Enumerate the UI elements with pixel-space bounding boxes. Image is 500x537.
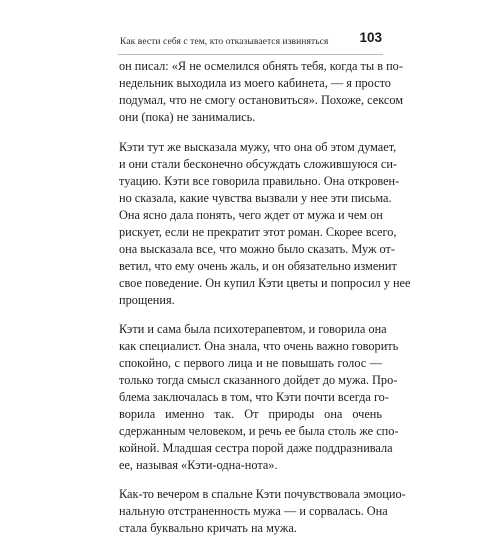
text-line: и они стали бесконечно обсуждать сложившуюся си-: [119, 157, 397, 171]
paragraph-3: [119, 321, 399, 474]
text-line: но сказала, какие чувства вызвали у нее эти письма.: [119, 191, 392, 205]
text-line: блема заключалась в том, что Кэти почти всегда го-: [119, 390, 389, 404]
text-line: как специалист. Она знала, что очень важно говорить: [119, 339, 399, 353]
text-line: прощения.: [119, 293, 175, 307]
body-text: [119, 58, 411, 537]
text-line: стала буквально кричать на мужа.: [119, 521, 297, 535]
text-line: подумал, что не смогу остановиться». Похоже, сексом: [119, 93, 404, 107]
header-divider: [118, 54, 383, 55]
text-line: только тогда смысл сказанного дойдет до мужа. Про-: [119, 373, 398, 387]
text-line: недельник выходила из моего кабинета, — я просто: [119, 76, 391, 90]
text-line: койной. Младшая сестра порой даже поддразнивала: [119, 441, 393, 455]
page-number: 103: [359, 30, 382, 45]
text-line: Кэти и сама была психотерапевтом, и говорила она: [119, 322, 387, 336]
text-line: спокойно, с первого лица и не повышать голос —: [119, 356, 382, 370]
text-line: ее, называя «Кэти-одна-нота».: [119, 458, 278, 472]
text-line: Она ясно дала понять, чего ждет от мужа и чем он: [119, 208, 383, 222]
text-line: Как-то вечером в спальне Кэти почувствовала эмоцио-: [119, 487, 406, 501]
header-title: Как вести себя с тем, кто отказывается извиняться: [120, 36, 329, 47]
text-line: ворила именно так. От природы она очень: [119, 407, 382, 421]
text-line: рискует, если не прекратит этот роман. Скорее всего,: [119, 225, 397, 239]
text-line: Кэти тут же высказала мужу, что она об этом думает,: [119, 140, 397, 154]
text-line: сдержанным человеком, и речь ее была столь же спо-: [119, 424, 399, 438]
text-line: туацию. Кэти все говорила правильно. Она откровен-: [119, 174, 400, 188]
text-line: она высказала все, что можно было сказать. Муж от-: [119, 242, 395, 256]
paragraph-4: [119, 486, 406, 537]
paragraph-2: [119, 139, 411, 309]
text-line: свое поведение. Он купил Кэти цветы и попросил у нее: [119, 276, 411, 290]
text-line: ветил, что ему очень жаль, и он обязательно изменит: [119, 259, 397, 273]
paragraph-1: [119, 58, 404, 126]
text-line: они (пока) не занимались.: [119, 110, 256, 124]
text-line: он писал: «Я не осмелился обнять тебя, когда ты в по-: [119, 59, 403, 73]
running-header: [120, 30, 382, 50]
text-line: нальную отстраненность мужа — и сорвалась. Она: [119, 504, 388, 518]
